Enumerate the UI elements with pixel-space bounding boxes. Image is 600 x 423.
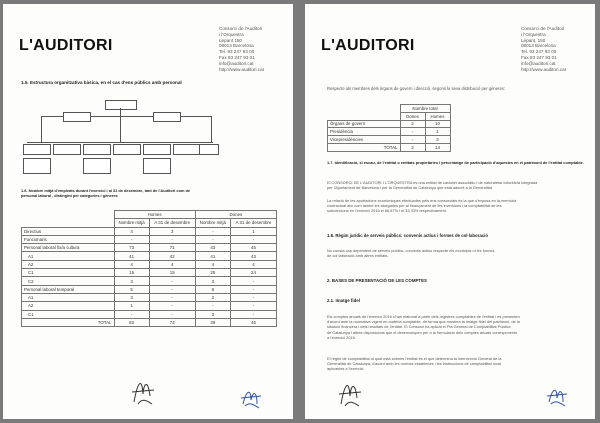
section-title-1-7: 1.7. Identificació, si escau, de l'entitat o entitats propietàries i percentatge de participació d'aquestes en el patrimoni de l'entitat comptable. xyxy=(327,160,584,165)
blue-stamp-signature xyxy=(239,384,263,410)
org-box-sub-3 xyxy=(143,158,171,174)
table-row: Vicepresidències - 3 xyxy=(328,136,451,144)
org-box-side-right xyxy=(153,112,181,122)
org-box-3 xyxy=(83,144,111,155)
section-title-2: 2. BASES DE PRESENTACIÓ DE LES COMPTES xyxy=(327,278,427,283)
org-box-sub-1 xyxy=(23,158,51,174)
org-box-5 xyxy=(143,144,171,155)
table-row: Funcionaris - - - - xyxy=(22,235,277,243)
table-row: A1 41 42 41 43 xyxy=(22,252,277,260)
section-2-1-para1: Els comptes anuals de l'exercici 2016 s'han elaborat a partir dels registres comptables de l'entitat i es presenten d'acord amb la normativa vigent en matèria comptable, de forma que mostren la imatge fidel del patrimoni, de la situació financera i dels resultats de l'entitat. El Consorci ha aplicat el Pla General de Comptabilitat Pública de Catalunya i altres disposicions que el desenvolupen per a la formulació dels comptes anuals corresponents a l'exercici 2016. xyxy=(327,314,520,340)
table-header-row: Homes Dones xyxy=(22,211,277,219)
section-1-8-para: No consta cap dependent de serveis públics, convenis actius respecte els municipis ni les formes de col·laboració amb altres entitats. xyxy=(327,248,495,259)
org-box-1 xyxy=(23,144,51,155)
address-block: Consorci de l'Auditori i l'Orquestra Lepant, 150 08013 Barcelona Tel. 93 247 93 00 Fax 93 247 93 01 info@auditori.cat http://www.auditori.cat xyxy=(521,26,566,72)
org-box-6 xyxy=(173,144,201,155)
section-1-7-para2: La relació de les aportacions econòmiques efectuades pels ens consorciats és la que s'exposa en la memòria contractual així com també les atorgades per al finançament de les inversions i la comptabilitat de les subvencions en l'exercici 2016 el 66,67% i el 33,33% respectivament. xyxy=(327,198,517,214)
handwritten-signature xyxy=(335,378,365,410)
table-row: C1 - - 3 - xyxy=(22,310,277,318)
table-row: A2 4 4 4 4 xyxy=(22,260,277,268)
org-box-side-left xyxy=(63,112,91,122)
handwritten-signature xyxy=(128,376,158,408)
org-box-7 xyxy=(199,144,219,155)
table-row: A1 3 - 2 - xyxy=(22,293,277,301)
table-row: A2 1 - - - xyxy=(22,302,277,310)
org-box-4 xyxy=(113,144,141,155)
table-subheader-row: Dones Homes xyxy=(328,112,451,120)
table-subheader-row: Nombre mitjà A 31 de desembre Nombre mitjà A 31 de desembre xyxy=(22,219,277,227)
table-header-row: Nombre total xyxy=(328,105,451,113)
address-block: Consorci de l'Auditori i l'Orquestra Lepant 150 08013 Barcelona Tel. 93 247 93 00 Fax 93 247 93 01 info@auditori.cat http://www.auditori.cat xyxy=(219,26,264,72)
org-chart xyxy=(23,96,218,176)
blue-stamp-signature xyxy=(545,382,569,408)
section-title-org-structure: 1.5. Estructura organitzativa bàsica, en el cas d'ens públics amb personal xyxy=(21,80,182,85)
table-row: Òrgans de govern 2 10 xyxy=(328,120,451,128)
document-page-left xyxy=(3,4,293,419)
org-box-sub-2 xyxy=(83,158,111,174)
document-page-right xyxy=(305,4,595,419)
section-title-2-1: 2.1. Imatge fidel xyxy=(327,298,360,303)
governance-table xyxy=(327,104,451,152)
table-total-row: TOTAL 2 14 xyxy=(328,143,451,151)
section-2-1-para2: El règim de comptabilitat al qual està sotmès l'entitat és el que determina la Intervenció General de la Generalitat de Catalunya, d'acord amb les normes establertes i les instruccions de comptabilitat local aplicables a l'exercici. xyxy=(327,356,502,372)
org-box-top xyxy=(105,100,137,110)
section-1-7-para1: El CONSORCI DE L'AUDITORI I L'ORQUESTRA és una entitat de caràcter associatiu i de naturalesa voluntària integrada per l'Ajuntament de Barcelona i per la Generalitat de Catalunya que està adscrit a la Generalitat. xyxy=(327,180,538,191)
table-row: C2 3 - 3 - xyxy=(22,277,277,285)
table-row: C1 16 15 25 24 xyxy=(22,269,277,277)
table-row: Personal laboral fix/a cultura 73 71 43 45 xyxy=(22,244,277,252)
section-title-1-8: 1.8. Règim jurídic de serveis públics: convenis actius i formes de col·laboració xyxy=(327,233,488,238)
table-row: Presidència - 1 xyxy=(328,128,451,136)
table-row: Directius 4 3 - 1 xyxy=(22,227,277,235)
auditori-logo: L'AUDITORI xyxy=(19,37,113,54)
table-row: Personal laboral temporal 5 - 6 - xyxy=(22,285,277,293)
section-intro-employees: 1.6. Nombre mitjà d'empleats durant l'exercici i al 31 de desembre, tant de l'Auditori com de personal laboral , distingint per categories i gèneres xyxy=(21,188,191,199)
org-box-2 xyxy=(53,144,81,155)
table-total-row: TOTAL 82 74 49 46 xyxy=(22,318,277,326)
governance-intro: Respecte als membres dels òrgans de govern i direcció, segons la seva distribució per gèneres: xyxy=(327,86,506,91)
employees-table xyxy=(21,210,277,327)
auditori-logo: L'AUDITORI xyxy=(321,37,415,54)
